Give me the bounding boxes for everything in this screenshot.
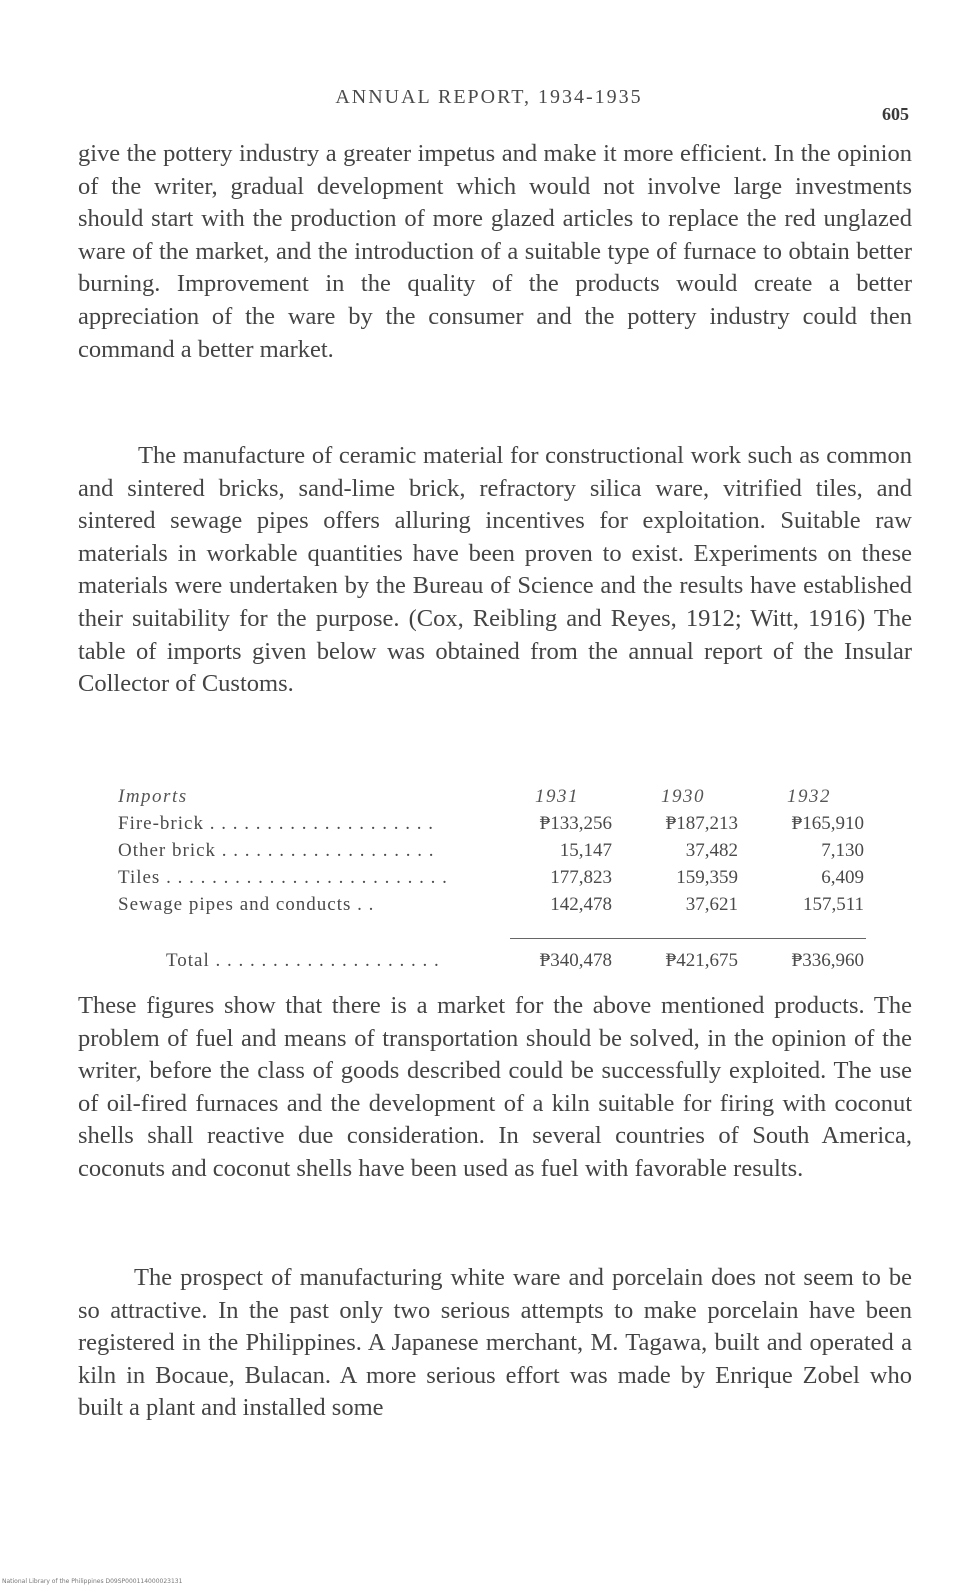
table-row: [118, 867, 866, 894]
row-label: Tiles . . . . . . . . . . . . . . . . . . . . . . . . .: [118, 867, 448, 888]
paragraph-2: The manufacture of ceramic material for constructional work such as common and sintered bricks, sand-lime brick, refractory silica ware, vitrified tiles, and sintered sewage pipes offers alluring incentives for exploitation. Suitable raw materials in workable quantities have been proven to exist. Experiments on these materials were undertaken by the Bureau of Science and the results have established their suitability for the purpose. (Cox, Reibling and Reyes, 1912; Witt, 1916) The table of imports given below was obtained from the annual report of the Insular Collector of Customs.: [78, 442, 912, 698]
table-total-row: [118, 950, 866, 977]
total-label: Total . . . . . . . . . . . . . . . . . . . .: [166, 950, 440, 971]
total-value-1931: ₱340,478: [539, 950, 612, 971]
row-value-1932: 6,409: [821, 867, 864, 888]
table-header-1931: 1931: [535, 786, 579, 807]
imports-table: [118, 786, 866, 971]
running-header: ANNUAL REPORT, 1934-1935: [335, 86, 643, 108]
paragraph-1: give the pottery industry a greater impetus and make it more efficient. In the opinion of the writer, gradual development which would not involve large investments should start with the production of more glazed articles to replace the red unglazed ware of the market, and the introduction of a suitable type of furnace to obtain better burning. Improvement in the quality of the products would create a better appreciation of the ware by the consumer and the pottery industry could then command a better market.: [78, 140, 912, 363]
table-header-row: [118, 786, 866, 813]
table-row: [118, 813, 866, 840]
row-value-1931: 15,147: [559, 840, 612, 861]
table-row: [118, 840, 866, 867]
row-value-1930: 37,621: [685, 894, 738, 915]
table-row: [118, 894, 866, 921]
total-divider: [510, 938, 866, 939]
paragraph-3: These figures show that there is a market for the above mentioned products. The problem of fuel and means of transportation should be solved, in the opinion of the writer, before the class of goods described could be successfully exploited. The use of oil-fired furnaces and the development of a kiln suitable for firing with coconut shells shall reactive due consideration. In several countries of South America, coconuts and coconut shells have been used as fuel with favorable results.: [78, 992, 912, 1182]
row-label: Other brick . . . . . . . . . . . . . . . . . . .: [118, 840, 435, 861]
total-value-1930: ₱421,675: [665, 950, 738, 971]
table-header-label: Imports: [118, 786, 188, 807]
total-value-1932: ₱336,960: [791, 950, 864, 971]
page-number: 605: [882, 104, 909, 124]
row-label: Sewage pipes and conducts . .: [118, 894, 375, 915]
row-value-1932: 7,130: [821, 840, 864, 861]
paragraph-4: The prospect of manufacturing white ware and porcelain does not seem to be so attractive. In the past only two serious attempts to make porcelain have been registered in the Philippines. A Japanese merchant, M. Tagawa, built and operated a kiln in Bocaue, Bulacan. A more serious effort was made by Enrique Zobel who built a plant and installed some: [78, 1264, 912, 1422]
row-value-1932: 157,511: [802, 894, 864, 915]
row-value-1930: 37,482: [685, 840, 738, 861]
scan-footer-note: National Library of the Philippines D09SP000114000023131: [2, 1578, 183, 1585]
row-value-1930: ₱187,213: [665, 813, 738, 834]
row-value-1931: ₱133,256: [539, 813, 612, 834]
row-value-1932: ₱165,910: [791, 813, 864, 834]
row-value-1930: 159,359: [676, 867, 738, 888]
table-header-1932: 1932: [787, 786, 831, 807]
row-value-1931: 142,478: [550, 894, 612, 915]
row-value-1931: 177,823: [550, 867, 612, 888]
table-header-1930: 1930: [661, 786, 705, 807]
row-label: Fire-brick . . . . . . . . . . . . . . . . . . . .: [118, 813, 434, 834]
